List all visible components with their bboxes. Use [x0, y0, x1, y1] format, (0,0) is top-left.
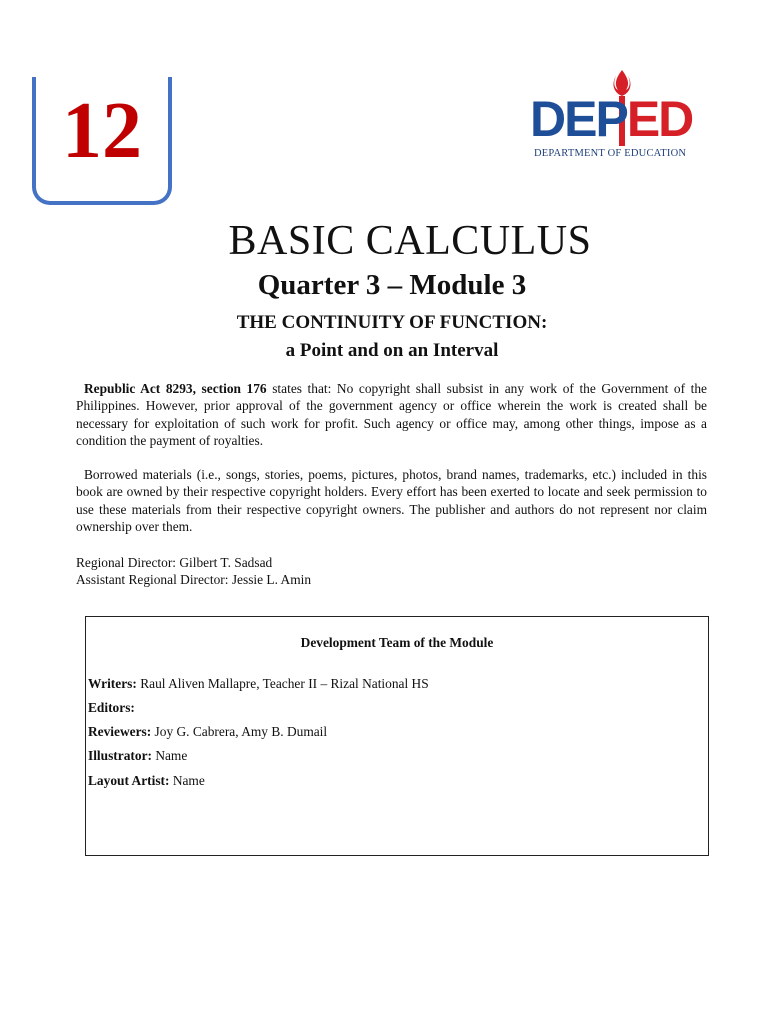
copyright-paragraph-text: states that: No copyright shall subsist in any work of the Government of the Philippines. However, prior approval of the government agency or office wherein the work is created shall be necessary for exploitation of such work for profit. Such agency or office may, among other things, impose as a condition the payment of royalties.: [76, 381, 707, 449]
grade-badge: [32, 77, 172, 205]
borrowed-materials-paragraph: Borrowed materials (i.e., songs, stories, poems, pictures, photos, brand names, trademarks, etc.) included in this book are owned by their respective copyright holders. Every effort has been exerted to locate and seek permission to use these materials from their respective copyright owners. The publisher and authors do not represent nor claim ownership over them.: [76, 467, 707, 535]
team-row-editors: Editors:: [88, 700, 135, 715]
team-row-illustrator: Illustrator: Name: [88, 748, 188, 763]
logo-dep-text: DEP: [530, 91, 627, 147]
team-row-reviewers: Reviewers: Joy G. Cabrera, Amy B. Dumail: [88, 724, 328, 739]
topic-line-2: a Point and on an Interval: [285, 340, 499, 361]
topic-line-1: THE CONTINUITY OF FUNCTION:: [236, 312, 548, 333]
assistant-regional-director: Assistant Regional Director: Jessie L. Amin: [76, 572, 312, 587]
module-title: BASIC CALCULUS: [228, 218, 592, 264]
regional-director: Regional Director: Gilbert T. Sadsad: [76, 555, 273, 570]
logo-ed-text: ED: [626, 91, 693, 147]
deped-logo: [530, 68, 720, 163]
module-subtitle: Quarter 3 – Module 3: [257, 269, 527, 301]
copyright-paragraph: [76, 380, 707, 450]
logo-wordmark: [530, 91, 693, 147]
development-team-box: [85, 616, 709, 856]
logo-subtitle: DEPARTMENT OF EDUCATION: [534, 148, 687, 159]
team-heading: Development Team of the Module: [300, 635, 494, 650]
copyright-law-reference: Republic Act 8293, section 176: [84, 381, 267, 396]
team-row-writers: Writers: Raul Aliven Mallapre, Teacher II – Rizal National HS: [88, 676, 429, 691]
team-row-layout-artist: Layout Artist: Name: [88, 773, 205, 788]
grade-number: 12: [62, 87, 142, 175]
